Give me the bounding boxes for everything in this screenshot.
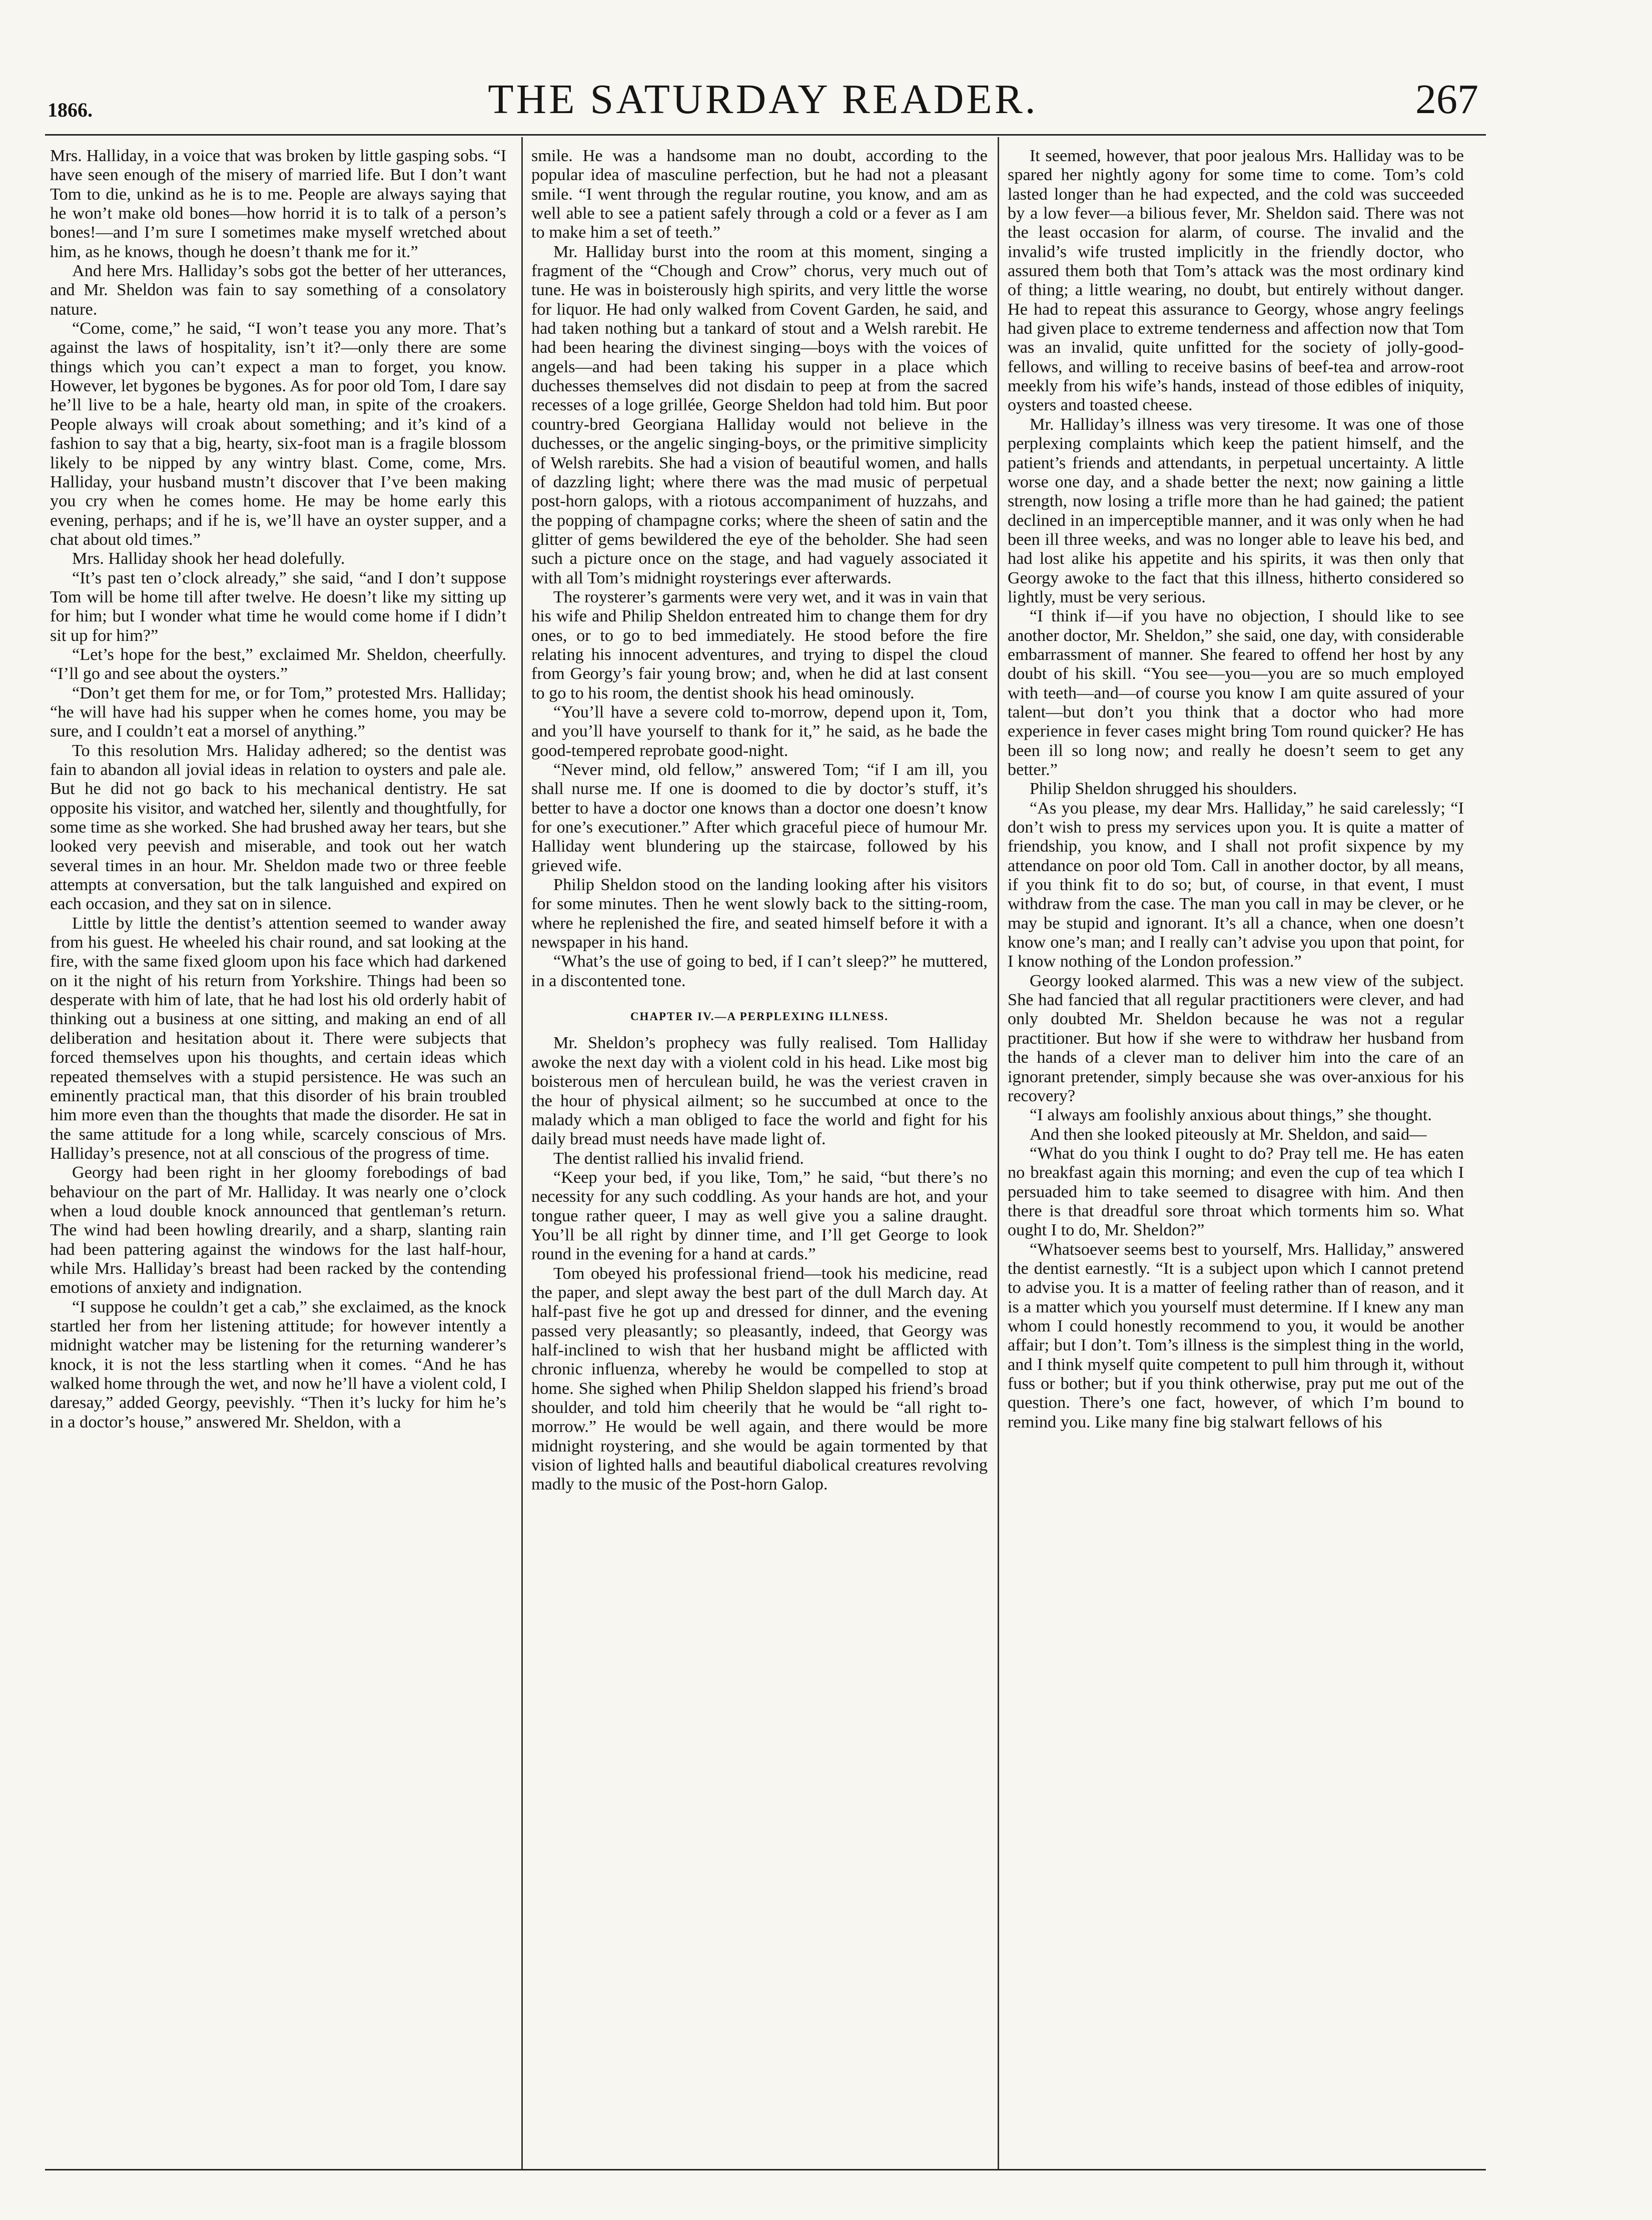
paragraph: Philip Sheldon shrugged his shoulders. — [1030, 779, 1297, 799]
paragraph: smile. He was a handsome man no doubt, according to the popular idea of masculine perfection, but he had not a pleasant smile. “I went through the regular routine, you know, and am as well able to see a patient safely through a cold or a fever as I am to make him a set of teeth.” — [531, 146, 988, 242]
paragraph: “Let’s hope for the best,” exclaimed Mr. Sheldon, cheerfully. “I’ll go and see about the oysters.” — [50, 644, 506, 683]
paragraph: Mrs. Halliday, in a voice that was broken by little gasping sobs. “I have seen enough of the misery of married life. But I don’t want Tom to die, unkind as he is to me. People are always saying that he won’t make old bones—how horrid it is to talk of a person’s bones!—and I’m sure I sometimes make myself wretched about him, as he knows, though he doesn’t thank me for it.” — [50, 146, 506, 261]
paragraph: To this resolution Mrs. Haliday adhered; so the dentist was fain to abandon all jovial ideas in relation to oysters and pale ale. But he did not go back to his mechanical dentistry. He sat opposite his visitor, and watched her, silently and thoughtfully, for some time as she worked. She had brushed away her tears, but she looked very peevish and miserable, and took out her watch several times in an hour. Mr. Sheldon made two or three feeble attempts at conversation, but the talk languished and expired on each occasion, and they sat on in silence. — [50, 741, 506, 914]
paragraph: “Never mind, old fellow,” answered Tom; “if I am ill, you shall nurse me. If one is doomed to die by doctor’s stuff, it’s better to have a doctor one knows than a doctor one doesn’t know for one’s executioner.” After which graceful piece of humour Mr. Halliday went blundering up the staircase, followed by his grieved wife. — [531, 760, 988, 875]
paragraph: Little by little the dentist’s attention seemed to wander away from his guest. He wheeled his chair round, and sat looking at the fire, with the same fixed gloom upon his face which had darkened on it the night of his return from Yorkshire. Things had been so desperate with him of late, that he had lost his old orderly habit of thinking out a business at one sitting, and making an end of all deliberation and hesitation about it. There were subjects that forced themselves upon his thoughts, and certain ideas which repeated themselves with a stupid persistence. He was such an eminently practical man, that this disorder of his brain troubled him more even than the thoughts that made the disorder. He sat in the same attitude for a long while, scarcely conscious of Mrs. Halliday’s presence, not at all conscious of the progress of time. — [50, 913, 506, 1163]
paragraph: The dentist rallied his invalid friend. — [553, 1148, 804, 1168]
header-year: 1866. — [48, 99, 93, 121]
header-rule — [45, 134, 1486, 136]
paragraph: The roysterer’s garments were very wet, and it was in vain that his wife and Philip Sheldon entreated him to change them for dry ones, or to go to bed immediately. He stood before the fire relating his innocent adventures, and trying to dispel the cloud from Georgy’s fair young brow; and, when he did at last consent to go to his room, the dentist shook his head ominously. — [531, 587, 988, 702]
paragraph: Mrs. Halliday shook her head dolefully. — [72, 549, 345, 568]
paragraph: “As you please, my dear Mrs. Halliday,” he said carelessly; “I don’t wish to press my services upon you. It is quite a matter of friendship, you know, and I shall not profit sixpence by my attendance on poor old Tom. Call in another doctor, by all means, if you think fit to do so; but, of course, in that event, I must withdraw from the case. The man you call in may be clever, or he may be stupid and ignorant. It’s all a chance, when one doesn’t know one’s man; and I really can’t advise you upon that point, for I know nothing of the London profession.” — [1008, 798, 1464, 971]
paragraph: “Come, come,” he said, “I won’t tease you any more. That’s against the laws of hospitality, isn’t it?—only there are some things which you can’t expect a man to forget, you know. However, let bygones be bygones. As for poor old Tom, I dare say he’ll live to be a hale, hearty old man, in spite of the croakers. People always will croak about something; and it’s kind of a fashion to say that a big, hearty, six-foot man is a fragile blossom likely to be nipped by any wintry blast. Come, come, Mrs. Halliday, your husband mustn’t discover that I’ve been making you cry when he comes home. He may be home early this evening, perhaps; and if he is, we’ll have an oyster supper, and a chat about old times.” — [50, 319, 506, 549]
paragraph: “I suppose he couldn’t get a cab,” she exclaimed, as the knock startled her from her listening attitude; for however intently a midnight watcher may be listening for the returning wanderer’s knock, it is not the less startling when it comes. “And he has walked home through the wet, and now he’ll have a violent cold, I daresay,” added Georgy, peevishly. “Then it’s lucky for him he’s in a doctor’s house,” answered Mr. Sheldon, with a — [50, 1297, 506, 1431]
paragraph: And then she looked piteously at Mr. Sheldon, and said— — [1030, 1124, 1427, 1144]
paragraph: Mr. Sheldon’s prophecy was fully realised. Tom Halliday awoke the next day with a violent cold in his head. Like most big boisterous men of herculean build, he was the veriest craven in the hour of physical ailment; so he succumbed at once to the malady which a man obliged to face the world and fight for his daily bread must needs have made light of. — [531, 1033, 988, 1149]
column-divider — [521, 137, 523, 2169]
column-2 — [531, 146, 988, 2162]
column-divider — [998, 137, 999, 2169]
paragraph: “Whatsoever seems best to yourself, Mrs. Halliday,” answered the dentist earnestly. “It is a subject upon which I cannot pretend to advise you. It is a matter of feeling rather than of reason, and it is a matter which you yourself must determine. If I knew any man whom I could honestly recommend to you, it would be another affair; but I don’t. Tom’s illness is the simplest thing in the world, and I think myself quite competent to pull him through it, without fuss or bother; but if you think otherwise, pray put me out of the question. There’s one fact, however, of which I’m bound to remind you. Like many fine big stalwart fellows of his — [1008, 1239, 1464, 1431]
paragraph: “It’s past ten o’clock already,” she said, “and I don’t suppose Tom will be home till after twelve. He doesn’t like my sitting up for him; but I wonder what time he would come home if I didn’t sit up for him?” — [50, 568, 506, 645]
chapter-heading: CHAPTER IV.—A PERPLEXING ILLNESS. — [630, 1010, 889, 1023]
page-number: 267 — [1415, 76, 1478, 123]
page-header — [48, 75, 1478, 130]
column-1 — [50, 146, 506, 2162]
publication-title: THE SATURDAY READER. — [488, 76, 1038, 123]
paragraph: “Don’t get them for me, or for Tom,” protested Mrs. Halliday; “he will have had his supper when he comes home, you may be sure, and I couldn’t eat a morsel of anything.” — [50, 683, 506, 741]
column-3 — [1008, 146, 1464, 2162]
paragraph: Mr. Halliday’s illness was very tiresome. It was one of those perplexing complaints which keep the patient himself, and the patient’s friends and attendants, in perpetual uncertainty. A little worse one day, and a shade better the next; now gaining a little strength, now losing a trifle more than he had gained; the patient declined in an imperceptible manner, and it was only when he had been ill three weeks, and was no longer able to leave his bed, and had lost alike his appetite and his spirits, it was then only that Georgy awoke to the fact that this illness, hitherto considered so lightly, must be very serious. — [1008, 414, 1464, 606]
paragraph: “I think if—if you have no objection, I should like to see another doctor, Mr. Sheldon,” she said, one day, with considerable embarrassment of manner. She feared to offend her host by any doubt of his skill. “You see—you—you are so much employed with teeth—and—of course you know I am quite assured of your talent—but don’t you think that a doctor who had more experience in fever cases might bring Tom round quicker? He has been ill so long now; and really he doesn’t seem to get any better.” — [1008, 606, 1464, 779]
footer-rule — [45, 2169, 1486, 2170]
paragraph: “You’ll have a severe cold to-morrow, depend upon it, Tom, and you’ll have yourself to thank for it,” he said, as he bade the good-tempered reprobate good-night. — [531, 702, 988, 760]
paragraph: And here Mrs. Halliday’s sobs got the better of her utterances, and Mr. Sheldon was fain to say something of a consolatory nature. — [50, 261, 506, 319]
paragraph: “I always am foolishly anxious about things,” she thought. — [1030, 1105, 1432, 1125]
paragraph: Georgy had been right in her gloomy forebodings of bad behaviour on the part of Mr. Halliday. It was nearly one o’clock when a loud double knock announced that gentleman’s return. The wind had been howling drearily, and a sharp, slanting rain had been pattering against the windows for the last half-hour, while Mrs. Halliday’s breast had been racked by the contending emotions of anxiety and indignation. — [50, 1163, 506, 1297]
paragraph: “What do you think I ought to do? Pray tell me. He has eaten no breakfast again this morning; and even the cup of tea which I persuaded him to take seemed to disagree with him. And then there is that dreadful sore throat which torments him so. What ought I to do, Mr. Sheldon?” — [1008, 1143, 1464, 1240]
paragraph: Mr. Halliday burst into the room at this moment, singing a fragment of the “Chough and Crow” chorus, very much out of tune. He was in boisterously high spirits, and very little the worse for liquor. He had only walked from Covent Garden, he said, and had taken nothing but a tankard of stout and a Welsh rarebit. He had been hearing the divinest singing—boys with the voices of angels—and had been taking his supper in a place which duchesses themselves did not disdain to peep at from the sacred recesses of a loge grillée, George Sheldon had told him. But poor country-bred Georgiana Halliday would not believe in the duchesses, or the angelic singing-boys, or the primitive simplicity of Welsh rarebits. She had a vision of beautiful women, and halls of dazzling light; where there was the mad music of perpetual post-horn galops, with a riotous accompaniment of huzzahs, and the popping of champagne corks; where the sheen of satin and the glitter of gems bewildered the eye of the beholder. She had seen such a picture once on the stage, and had vaguely associated it with all Tom’s midnight roysterings ever afterwards. — [531, 242, 988, 587]
paragraph: Tom obeyed his professional friend—took his medicine, read the paper, and slept away the best part of the dull March day. At half-past five he got up and dressed for dinner, and the evening passed very pleasantly; so pleasantly, indeed, that Georgy was half-inclined to wish that her husband might be afflicted with chronic influenza, whereby he would be compelled to stop at home. She sighed when Philip Sheldon slapped his friend’s broad shoulder, and told him cheerily that he would be “all right to-morrow.” He would be well again, and there would be more midnight roystering, and she would be again tormented by that vision of lighted halls and beautiful diabolical creatures revolving madly to the music of the Post-horn Galop. — [531, 1263, 988, 1494]
paragraph: “What’s the use of going to bed, if I can’t sleep?” he muttered, in a discontented tone. — [531, 952, 988, 990]
paragraph: Philip Sheldon stood on the landing looking after his visitors for some minutes. Then he went slowly back to the sitting-room, where he replenished the fire, and seated himself before it with a newspaper in his hand. — [531, 875, 988, 952]
paragraph: “Keep your bed, if you like, Tom,” he said, “but there’s no necessity for any such coddling. As your hands are hot, and your tongue rather queer, I may as well give you a saline draught. You’ll be all right by dinner time, and I’ll get George to look round in the evening for a hand at cards.” — [531, 1167, 988, 1264]
paragraph: It seemed, however, that poor jealous Mrs. Halliday was to be spared her nightly agony for some time to come. Tom’s cold lasted longer than he had expected, and the cold was succeeded by a low fever—a bilious fever, Mr. Sheldon said. There was not the least occasion for alarm, of course. The invalid and the invalid’s wife trusted implicitly in the friendly doctor, who assured them both that Tom’s attack was the most ordinary kind of thing; a little wearing, no doubt, but entirely without danger. He had to repeat this assurance to Georgy, whose angry feelings had given place to extreme tenderness and affection now that Tom was an invalid, quite unfitted for the society of jolly-good-fellows, and willing to receive basins of beef-tea and arrow-root meekly from his wife’s hands, instead of those edibles of iniquity, oysters and toasted cheese. — [1008, 146, 1464, 415]
paragraph: Georgy looked alarmed. This was a new view of the subject. She had fancied that all regular practitioners were clever, and had only doubted Mr. Sheldon because he was not a regular practitioner. But how if she were to withdraw her husband from the hands of a clever man to deliver him into the care of an ignorant pretender, simply because she was over-anxious for his recovery? — [1008, 971, 1464, 1105]
